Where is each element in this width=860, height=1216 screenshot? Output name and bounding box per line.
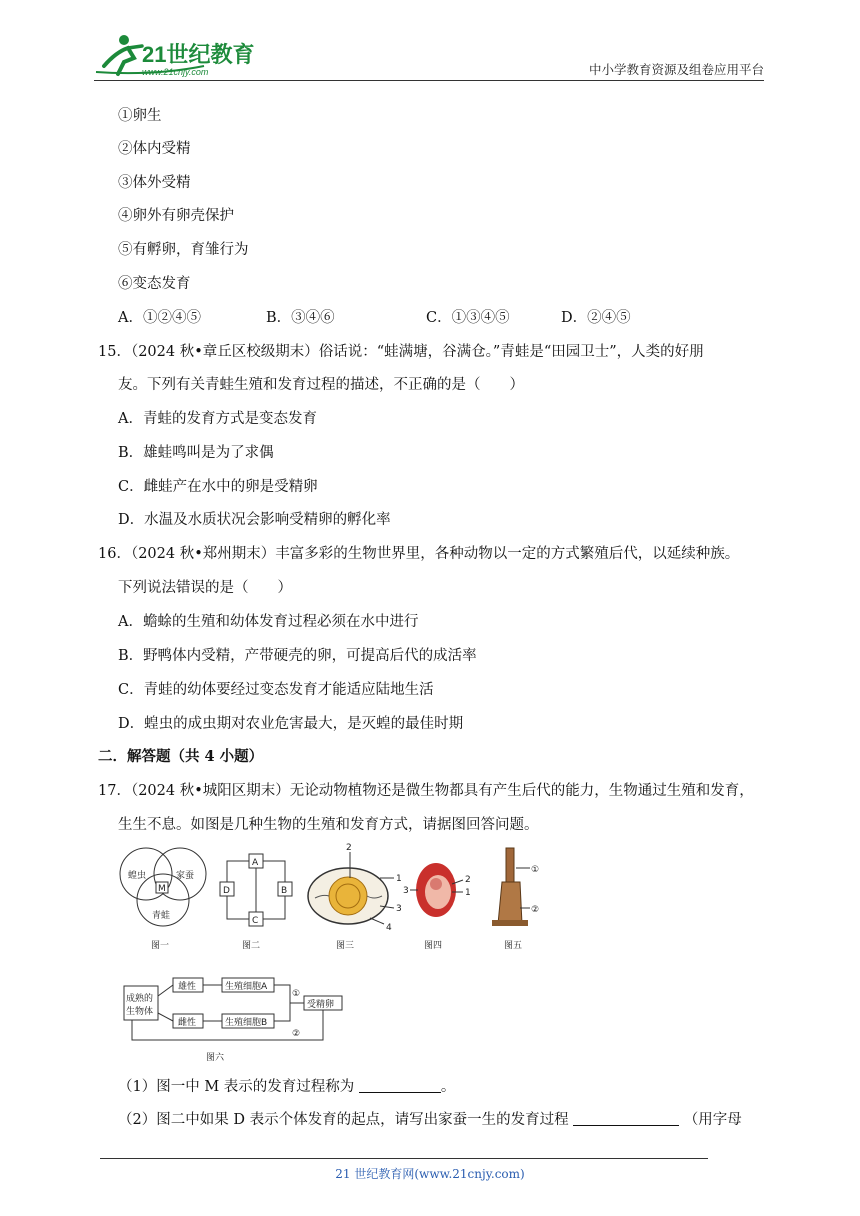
option-b: B．③④⑥ xyxy=(266,310,335,326)
flow-male: 雄性 xyxy=(178,982,197,992)
flow-mature: 成熟的 xyxy=(126,994,154,1004)
flow-cell-b: 生殖细胞B xyxy=(225,1018,268,1028)
figure-5-caption: 图五 xyxy=(504,941,523,951)
flow-female: 雌性 xyxy=(178,1018,197,1028)
q16-stem-line2: 下列说法错误的是（ ） xyxy=(118,580,292,596)
cycle-node-b: B xyxy=(281,886,288,896)
figure-4-caption: 图四 xyxy=(424,941,443,951)
egg-label-1: 1 xyxy=(396,874,402,884)
statement-4: ④卵外有卵壳保护 xyxy=(118,208,234,224)
q17-stem-line2: 生生不息。如图是几种生物的生殖和发育方式，请据图回答问题。 xyxy=(118,817,539,833)
figure-3-egg xyxy=(308,843,402,951)
platform-name: 中小学教育资源及组卷应用平台 xyxy=(588,62,764,77)
figure-3-caption: 图三 xyxy=(336,941,355,951)
venn-label-m: M xyxy=(158,884,166,894)
option-a: A．①②④⑤ xyxy=(118,310,201,326)
graft-label-1: ① xyxy=(531,865,540,875)
q17-sub2-blank[interactable] xyxy=(573,1111,679,1126)
q16-option-b: B．野鸭体内受精，产带硬壳的卵，可提高后代的成活率 xyxy=(118,648,477,664)
q15-stem-line2: 友。下列有关青蛙生殖和发育过程的描述，不正确的是（ ） xyxy=(118,377,524,393)
venn-label-silkworm: 家蚕 xyxy=(176,871,195,881)
footer-divider xyxy=(100,1158,708,1159)
flow-organism: 生物体 xyxy=(126,1007,154,1017)
section-heading: 二．解答题（共 4 小题） xyxy=(98,748,264,765)
q15-option-a: A．青蛙的发育方式是变态发育 xyxy=(118,411,317,427)
q17-sub2 xyxy=(118,1110,742,1130)
figure-1-venn xyxy=(120,848,206,951)
q16-stem-line1: 16．（2024 秋•郑州期末）丰富多彩的生物世界里，各种动物以一定的方式繁殖后代，以延续种族。 xyxy=(98,546,740,562)
q15-option-c: C．雌蛙产在水中的卵是受精卵 xyxy=(118,479,318,495)
prev-question-options xyxy=(118,308,631,328)
page-header xyxy=(94,32,764,82)
flow-step-1: ① xyxy=(292,989,301,999)
fetus-label-2: 2 xyxy=(465,875,471,885)
cycle-node-d: D xyxy=(223,886,230,896)
q17-sub2-text: （2）图二中如果 D 表示个体发育的起点，请写出家蚕一生的发育过程 xyxy=(118,1112,569,1128)
figure-4-fetus xyxy=(403,863,471,951)
q16-option-c: C．青蛙的幼体要经过变态发育才能适应陆地生活 xyxy=(118,682,434,698)
q15-option-b: B．雄蛙鸣叫是为了求偶 xyxy=(118,445,274,461)
venn-label-locust: 蝗虫 xyxy=(128,871,147,881)
q15-option-d: D．水温及水质状况会影响受精卵的孵化率 xyxy=(118,512,391,528)
reproduction-figure xyxy=(118,838,550,1068)
graft-label-2: ② xyxy=(531,905,540,915)
q17-sub1-end: 。 xyxy=(440,1079,456,1095)
egg-label-2: 2 xyxy=(346,843,352,853)
q17-sub2-end: （用字母 xyxy=(683,1112,742,1128)
egg-label-3: 3 xyxy=(396,904,402,914)
q17-sub1-blank[interactable] xyxy=(359,1078,441,1093)
q17-sub1-text: （1）图一中 M 表示的发育过程称为 xyxy=(118,1079,355,1095)
q15-stem-line1: 15．（2024 秋•章丘区校级期末）俗话说：“蛙满塘，谷满仓。”青蛙是“田园卫士”，人类的好朋 xyxy=(98,344,704,360)
q17-sub1 xyxy=(118,1077,455,1097)
figure-2-caption: 图二 xyxy=(242,941,261,951)
figure-5-graft xyxy=(492,848,539,951)
option-c: C．①③④⑤ xyxy=(426,310,510,326)
q16-option-d: D．蝗虫的成虫期对农业危害最大，是灭蝗的最佳时期 xyxy=(118,716,464,732)
statement-1: ①卵生 xyxy=(118,108,162,124)
statement-2: ②体内受精 xyxy=(118,141,191,157)
header-divider xyxy=(94,80,764,81)
logo-icon xyxy=(94,32,269,80)
fetus-label-3: 3 xyxy=(403,886,409,896)
flow-step-2: ② xyxy=(292,1029,301,1039)
flow-cell-a: 生殖细胞A xyxy=(225,982,268,992)
statement-6: ⑥变态发育 xyxy=(118,276,191,292)
figure-6-caption: 图六 xyxy=(206,1053,225,1063)
svg-text:21世纪教育: 21世纪教育 xyxy=(142,42,255,67)
statement-3: ③体外受精 xyxy=(118,175,191,191)
flow-zygote: 受精卵 xyxy=(307,1000,335,1010)
fetus-label-1: 1 xyxy=(465,888,471,898)
figure-1-caption: 图一 xyxy=(151,941,170,951)
cycle-node-a: A xyxy=(252,858,259,868)
q16-option-a: A．蟾蜍的生殖和幼体发育过程必须在水中进行 xyxy=(118,614,419,630)
statement-5: ⑤有孵卵，育雏行为 xyxy=(118,242,249,258)
footer-site[interactable]: 21 世纪教育网(www.21cnjy.com) xyxy=(335,1167,525,1181)
q17-stem-line1: 17．（2024 秋•城阳区期末）无论动物植物还是微生物都具有产生后代的能力，生物通过生殖和发育， xyxy=(98,783,754,799)
svg-text:www.21cnjy.com: www.21cnjy.com xyxy=(142,67,209,77)
egg-label-4: 4 xyxy=(386,923,392,933)
venn-label-frog: 青蛙 xyxy=(152,911,171,921)
cycle-node-c: C xyxy=(252,916,259,926)
option-d: D．②④⑤ xyxy=(561,310,631,326)
